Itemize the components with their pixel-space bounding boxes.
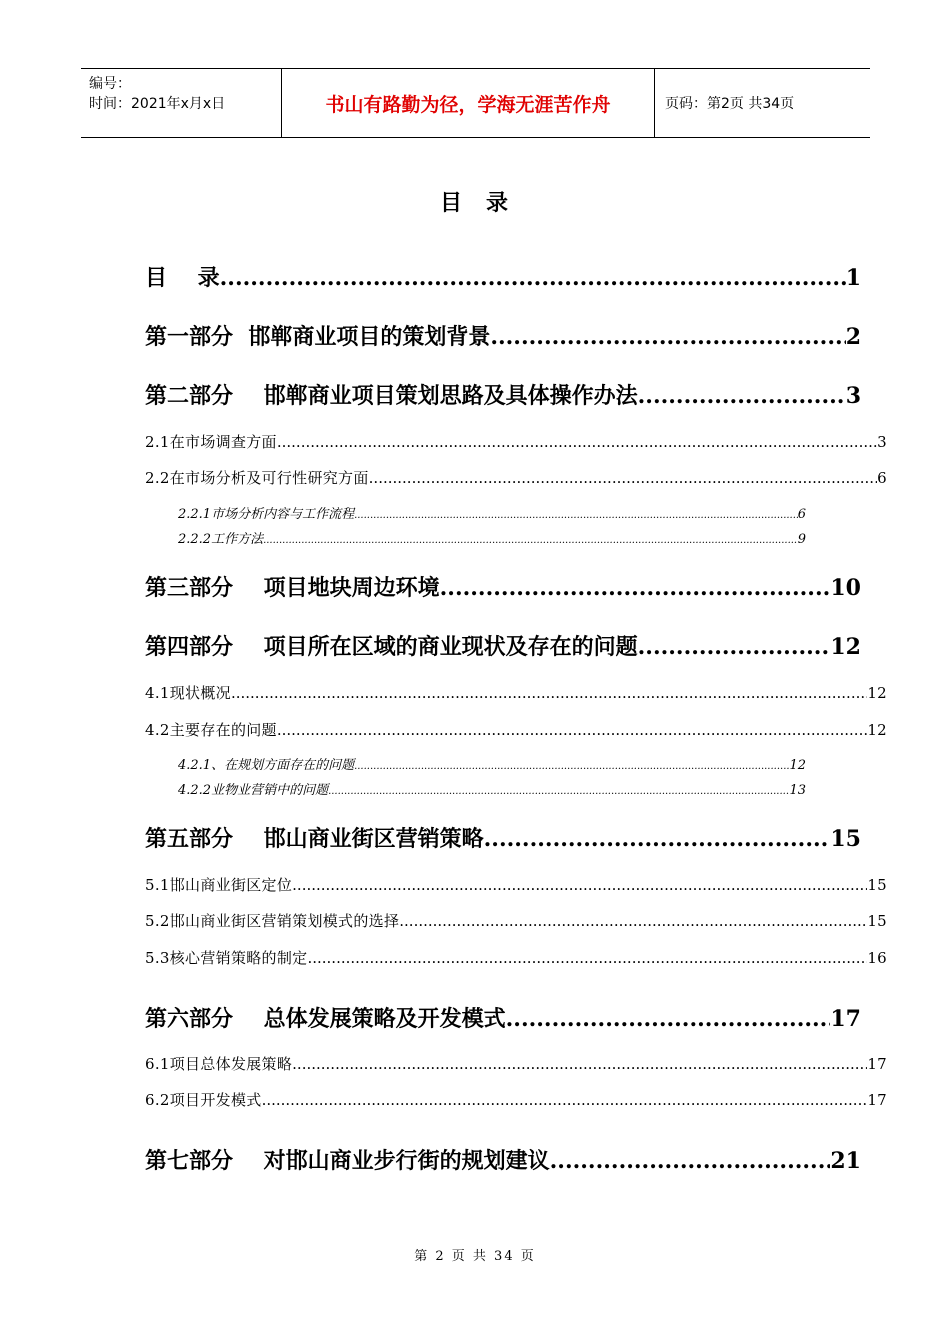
toc-entry-page-number: 10 [830, 575, 861, 601]
toc-entry-level-2[interactable] [145, 874, 887, 896]
toc-entry-leader [263, 532, 798, 550]
page-title-part2: 录 [486, 191, 511, 216]
toc-entry-page-number: 12 [867, 684, 887, 702]
toc-entry-title: 5.2邯山商业街区营销策划模式的选择 [145, 912, 400, 930]
toc-entry-leader [220, 263, 846, 293]
toc-entry-title: 5.3核心营销策略的制定 [145, 949, 308, 967]
toc-entry-title: 第二部分 邯郸商业项目策划思路及具体操作办法 [145, 384, 638, 409]
toc-entry-title: 2.2在市场分析及可行性研究方面 [145, 469, 369, 487]
toc-entry-page-number: 12 [830, 634, 861, 660]
toc-entry-leader [399, 910, 867, 932]
toc-entry-title: 6.2项目开发模式 [145, 1091, 262, 1109]
header-table [81, 68, 870, 138]
toc-entry-page-number: 13 [789, 783, 806, 798]
toc-entry-level-1[interactable] [145, 1004, 861, 1035]
toc-entry-page-number: 15 [830, 826, 861, 852]
toc-entry-leader [277, 719, 867, 741]
toc-entry-leader [292, 1053, 867, 1075]
toc-entry-title: 第五部分 邯山商业街区营销策略 [145, 827, 484, 852]
toc-entry-title: 4.2.1、在规划方面存在的问题 [178, 758, 355, 773]
toc-entry-leader [277, 431, 877, 453]
toc-entry-level-2[interactable] [145, 431, 887, 453]
toc-entry-leader [369, 467, 878, 489]
toc-entry-page-number: 3 [845, 383, 861, 409]
toc-entry-leader [440, 573, 831, 603]
toc-entry-page-number: 17 [830, 1006, 861, 1032]
toc-entry-level-2[interactable] [145, 1053, 887, 1075]
toc-entry-page-number: 6 [877, 469, 887, 487]
toc-entry-title: 4.2.2业物业营销中的问题 [178, 783, 329, 798]
toc-entry-level-3[interactable] [178, 757, 806, 776]
toc-entry-leader [262, 1089, 868, 1111]
toc-entry-title: 第六部分 总体发展策略及开发模式 [145, 1007, 506, 1032]
toc-entry-level-1[interactable] [145, 322, 861, 353]
toc-entry-leader [490, 322, 845, 352]
toc-entry-leader [550, 1146, 831, 1176]
toc-entry-page-number: 15 [867, 912, 887, 930]
toc-entry-page-number: 1 [845, 265, 861, 291]
toc-entry-level-2[interactable] [145, 682, 887, 704]
toc-entry-title: 第七部分 对邯山商业步行街的规划建议 [145, 1149, 550, 1174]
toc-entry-title: 第一部分 邯郸商业项目的策划背景 [145, 325, 491, 350]
toc-entry-leader [231, 682, 867, 704]
toc-entry-leader [292, 874, 867, 896]
toc-entry-page-number: 6 [797, 507, 806, 522]
toc-entry-leader [354, 507, 798, 525]
toc-entry-level-1[interactable] [145, 1146, 861, 1177]
toc-entry-title: 4.2主要存在的问题 [145, 721, 277, 739]
toc-entry-page-number: 21 [830, 1148, 861, 1174]
toc-entry-leader [638, 381, 846, 411]
toc-entry-leader [307, 947, 867, 969]
toc-entry-title: 6.1项目总体发展策略 [145, 1055, 293, 1073]
toc-entry-leader [506, 1004, 831, 1034]
page-footer: 第 2 页 共 34 页 [414, 1249, 536, 1264]
toc-entry-level-3[interactable] [178, 506, 806, 525]
toc-entry-title: 目 录 [145, 266, 220, 291]
serial-label: 编号： [89, 76, 131, 92]
toc-entry-level-2[interactable] [145, 910, 887, 932]
header-meta-cell [81, 69, 282, 137]
toc-entry-page-number: 3 [877, 433, 887, 451]
page-title [0, 186, 950, 217]
toc-entry-level-3[interactable] [178, 531, 806, 550]
toc-entry-page-number: 12 [789, 758, 806, 773]
toc-entry-title: 5.1邯山商业街区定位 [145, 876, 293, 894]
motto: 书山有路勤为径，学海无涯苦作舟 [282, 69, 655, 137]
toc-entry-title: 4.1现状概况 [145, 684, 231, 702]
page-info: 页码：第2页 共34页 [665, 96, 795, 112]
toc-entry-level-3[interactable] [178, 782, 806, 801]
toc-entry-title: 2.1在市场调查方面 [145, 433, 277, 451]
toc-entry-level-1[interactable] [145, 632, 861, 663]
toc-entry-level-1[interactable] [145, 381, 861, 412]
toc-entry-page-number: 15 [867, 876, 887, 894]
toc-entry-level-1[interactable] [145, 573, 861, 604]
toc-entry-level-2[interactable] [145, 947, 887, 969]
time-label: 时间：2021年x月x日 [89, 96, 226, 112]
toc-entry-page-number: 12 [867, 721, 887, 739]
toc-entry-level-2[interactable] [145, 719, 887, 741]
toc-entry-page-number: 16 [867, 949, 887, 967]
toc-entry-title: 第三部分 项目地块周边环境 [145, 576, 440, 601]
toc-entry-page-number: 9 [797, 532, 806, 547]
toc-entry-title: 2.2.1市场分析内容与工作流程 [178, 507, 355, 522]
toc-entry-leader [484, 824, 831, 854]
toc-entry-leader [328, 783, 789, 801]
toc-entry-page-number: 17 [867, 1055, 887, 1073]
toc-entry-level-2[interactable] [145, 1089, 887, 1111]
toc-entry-level-2[interactable] [145, 467, 887, 489]
page-title-part1: 目 [439, 191, 464, 216]
toc-entry-leader [638, 632, 831, 662]
toc-entry-level-1[interactable] [145, 263, 861, 294]
toc-entry-page-number: 2 [845, 324, 861, 350]
toc-entry-level-1[interactable] [145, 824, 861, 855]
toc-entry-page-number: 17 [867, 1091, 887, 1109]
toc-entry-title: 第四部分 项目所在区域的商业现状及存在的问题 [145, 635, 638, 660]
toc-entry-title: 2.2.2工作方法 [178, 532, 264, 547]
toc-entry-leader [354, 758, 789, 776]
